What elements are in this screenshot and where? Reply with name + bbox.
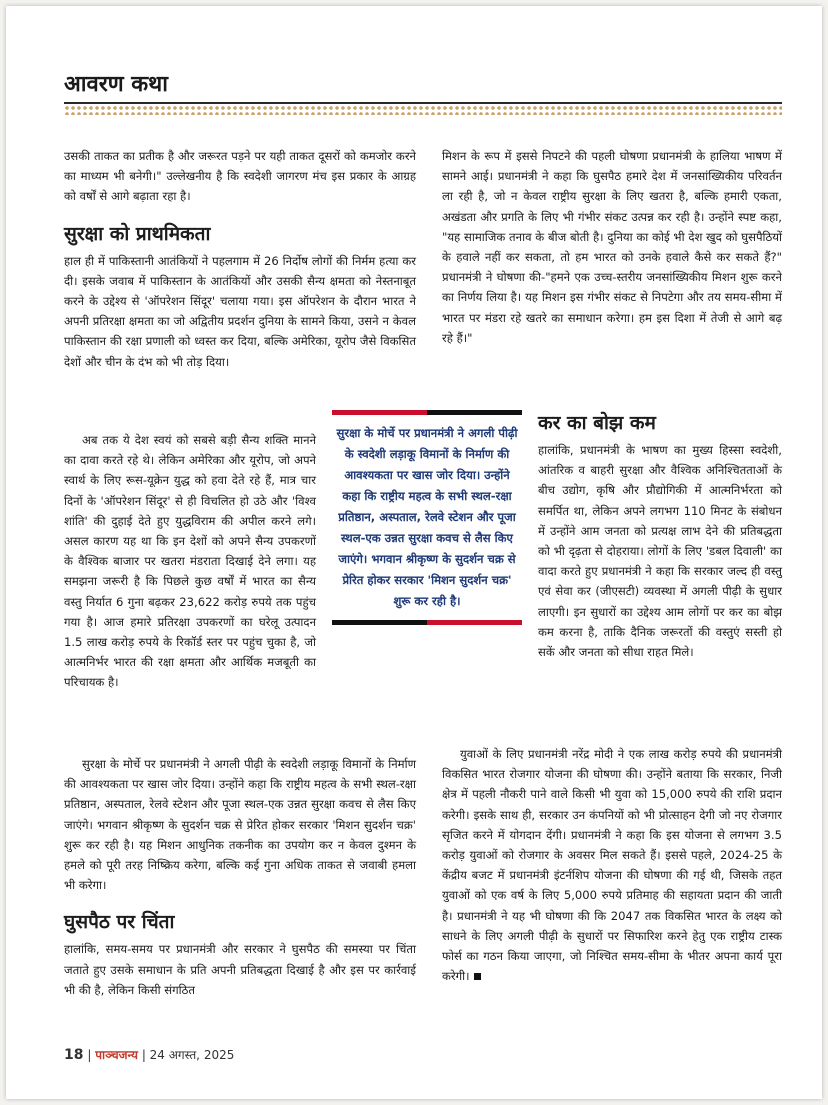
left-column-lower [64, 754, 416, 1000]
right-column [442, 146, 782, 348]
left-column [64, 146, 416, 372]
pull-quote-text: सुरक्षा के मोर्चे पर प्रधानमंत्री ने अगली पीढ़ी के स्वदेशी लड़ाकू विमानों के निर्माण की आवश्यकता पर खास जोर दिया। उन्होंने कहा कि राष्ट्रीय महत्व के सभी स्थल-रक्षा प्रतिष्ठान, अस्पताल, रेलवे स्टेशन और पूजा स्थल-एक उन्नत सुरक्षा कवच से लैस किए जाएंगे। भगवान श्रीकृष्ण के सुदर्शन चक्र से प्रेरित होकर सरकार 'मिशन सुदर्शन चक्र' शुरू कर रही है। [336, 426, 518, 608]
paragraph-mission-sudarshan: सुरक्षा के मोर्चे पर प्रधानमंत्री ने अगली पीढ़ी के स्वदेशी लड़ाकू विमानों के निर्माण की आवश्यकता पर खास जोर दिया। उन्होंने कहा कि राष्ट्रीय महत्व के सभी स्थल-रक्षा प्रतिष्ठान, अस्पताल, रेलवे स्टेशन और पूजा स्थल-एक उन्नत सुरक्षा कवच से लैस किए जाएंगे। भगवान श्रीकृष्ण के सुदर्शन चक्र से प्रेरित होकर सरकार 'मिशन सुदर्शन चक्र' शुरू कर रही है। यह मिशन आधुनिक तकनीक का उपयोग कर न केवल दुश्मन के हमले को पूरी तरह निष्क्रिय करेगा, बल्कि कई गुना अधिक ताकत से जवाबी हमला भी करेगा। [64, 757, 416, 893]
page-number: 18 [64, 1047, 84, 1063]
pull-quote-bottom-bar [332, 620, 522, 625]
right-column-narrow [538, 410, 782, 662]
intro-paragraph: उसकी ताकत का प्रतीक है और जरूरत पड़ने पर यही ताकत दूसरों को कमजोर करने का माध्यम भी बनेगी।" उल्लेखनीय है कि स्वदेशी जागरण मंच इस प्रकार के आग्रह को वर्षों से आगे बढ़ाता रहा है। [64, 149, 416, 204]
heading-infiltration-concern: घुसपैठ पर चिंता [64, 911, 175, 934]
pull-quote [332, 410, 522, 728]
magazine-page [6, 6, 822, 1099]
right-column-lower [442, 744, 782, 986]
paragraph-defence-exports: अब तक ये देश स्वयं को सबसे बड़ी सैन्य शक्ति मानने का दावा करते रहे थे। लेकिन अमेरिका और यूरोप, जो अपने स्वार्थ के लिए रूस-यूक्रेन युद्ध को हवा देते रहे हैं, मात्र चार दिनों के 'ऑपरेशन सिंदूर' से ही विचलित हो उठे और 'विश्व शांति' की दुहाई देते हुए युद्धविराम की अपील करने लगे। असल कारण यह था कि इन देशों को अपने सैन्य उपकरणों के वैश्विक बाजार पर खतरा मंडराता दिखाई देने लगा। यह समझना जरूरी है कि पिछले कुछ वर्षों में भारत का सैन्य वस्तु निर्यात 6 गुना बढ़कर 23,622 करोड़ रुपये तक पहुंच गया है। आज हमारे प्रतिरक्षा उपकरणों का घरेलू उत्पादन 1.5 लाख करोड़ रुपये के रिकॉर्ड स्तर पर पहुंच चुका है, जो आत्मनिर्भर भारत की रक्षा क्षमता और आर्थिक मजबूती का परिचायक है। [64, 433, 316, 690]
paragraph-operation-sindoor: हाल ही में पाकिस्तानी आतंकियों ने पहलगाम में 26 निर्दोष लोगों की निर्मम हत्या कर दी। इसके जवाब में पाकिस्तान के आतंकियों और उसकी सैन्य क्षमता को नेस्तनाबूत करने के उद्देश्य से 'ऑपरेशन सिंदूर' चलाया गया। इस ऑपरेशन के दौरान भारत ने अपनी प्रतिरक्षा क्षमता का जो अद्वितीय प्रदर्शन दुनिया के सामने किया, उसने न केवल पाकिस्तान की रक्षा प्रणाली को ध्वस्त कर दिया, बल्कि अमेरिका, यूरोप जैसे विकसित देशों और चीन के दंभ को भी तोड़ दिया। [64, 253, 416, 369]
heading-tax-burden: कर का बोझ कम [538, 412, 656, 434]
section-label: आवरण कथा [64, 72, 168, 97]
footer-separator: | [87, 1048, 92, 1062]
page-footer [64, 1046, 234, 1063]
header-rule [64, 102, 782, 104]
heading-security-priority: सुरक्षा को प्राथमिकता [64, 222, 211, 245]
left-column-narrow [64, 430, 316, 693]
issue-date: | 24 अगस्त, 2025 [141, 1048, 235, 1062]
paragraph-gst-reform: हालांकि, प्रधानमंत्री के भाषण का मुख्य हिस्सा स्वदेशी, आंतरिक व बाहरी सुरक्षा और वैश्विक अनिश्चितताओं के बीच उद्योग, कृषि और प्रौद्योगिकी में आत्मनिर्भरता को समर्पित था, लेकिन अपने लगभग 110 मिनट के संबोधन में उन्होंने आम जनता को प्रत्यक्ष लाभ देने की प्रतिबद्धता को भी दृढ़ता से दोहराया। लोगों के लिए 'डबल दिवाली' का वादा करते हुए प्रधानमंत्री ने कहा कि सरकार जल्द ही वस्तु एवं सेवा कर (जीएसटी) व्यवस्था में अगली पीढ़ी के सुधार लाएगी। इन सुधारों का उद्देश्य आम लोगों पर कर का बोझ कम करना है, ताकि दैनिक जरूरतों की वस्तुएं सस्ती हो सकें और जनता को सीधा राहत मिले। [538, 443, 782, 660]
header-dotted-rule [64, 105, 782, 115]
magazine-brand: पाञ्चजन्य [95, 1048, 138, 1062]
end-of-article-mark [474, 973, 481, 980]
paragraph-infiltration: हालांकि, समय-समय पर प्रधानमंत्री और सरकार ने घुसपैठ की समस्या पर चिंता जताते हुए उसके समाधान के प्रति अपनी प्रतिबद्धता दिखाई है और इस पर कार्रवाई भी की है, लेकिन किसी संगठित [64, 942, 416, 997]
pull-quote-top-bar [332, 410, 522, 415]
paragraph-employment-scheme: युवाओं के लिए प्रधानमंत्री नरेंद्र मोदी ने एक लाख करोड़ रुपये की प्रधानमंत्री विकसित भारत रोजगार योजना की घोषणा की। उन्होंने बताया कि सरकार, निजी क्षेत्र में पहली नौकरी पाने वाले किसी भी युवा को 15,000 रुपये की राशि प्रदान करेगी। इसके साथ ही, सरकार उन कंपनियों को भी प्रोत्साहन देगी जो नए रोजगार सृजित करने में योगदान देंगी। प्रधानमंत्री ने कहा कि इस योजना से लगभग 3.5 करोड़ युवाओं को रोजगार के अवसर मिल सकते हैं। इससे पहले, 2024-25 के केंद्रीय बजट में प्रधानमंत्री इंटर्नशिप योजना की घोषणा की गई थी, जिसके तहत युवाओं को एक वर्ष के लिए 5,000 रुपये प्रतिमाह की सहायता प्रदान की जाती है। प्रधानमंत्री ने यह भी घोषणा की कि 2047 तक विकसित भारत के लक्ष्य को साधने के लिए अगली पीढ़ी के सुधारों पर सिफारिश करने हेतु एक राष्ट्रीय टास्क फोर्स का गठन किया जाएगा, जो निश्चित समय-सीमा के भीतर अपना कार्य पूरा करेगी। [442, 747, 782, 984]
paragraph-demographic-mission: मिशन के रूप में इससे निपटने की पहली घोषणा प्रधानमंत्री के हालिया भाषण में सामने आई। प्रधानमंत्री ने कहा कि घुसपैठ हमारे देश में जनसांख्यिकीय परिवर्तन ला रही है, जो न केवल राष्ट्रीय सुरक्षा के लिए खतरा है, बल्कि हमारी एकता, अखंडता और प्रगति के लिए भी गंभीर संकट उत्पन्न कर रही है। उन्होंने स्पष्ट कहा, "यह सामाजिक तनाव के बीज बोती है। दुनिया का कोई भी देश खुद को घुसपैठियों के हवाले नहीं कर सकता, तो हम भारत को उनके हवाले कैसे कर सकते हैं?" प्रधानमंत्री ने घोषणा की-"हमने एक उच्च-स्तरीय जनसांख्यिकीय मिशन शुरू करने का निर्णय लिया है। यह मिशन इस गंभीर संकट से निपटेगा और तय समय-सीमा में भारत पर मंडरा रहे खतरे का समाधान करेगा। हम इस दिशा में तेजी से आगे बढ़ रहे हैं।" [442, 149, 782, 345]
